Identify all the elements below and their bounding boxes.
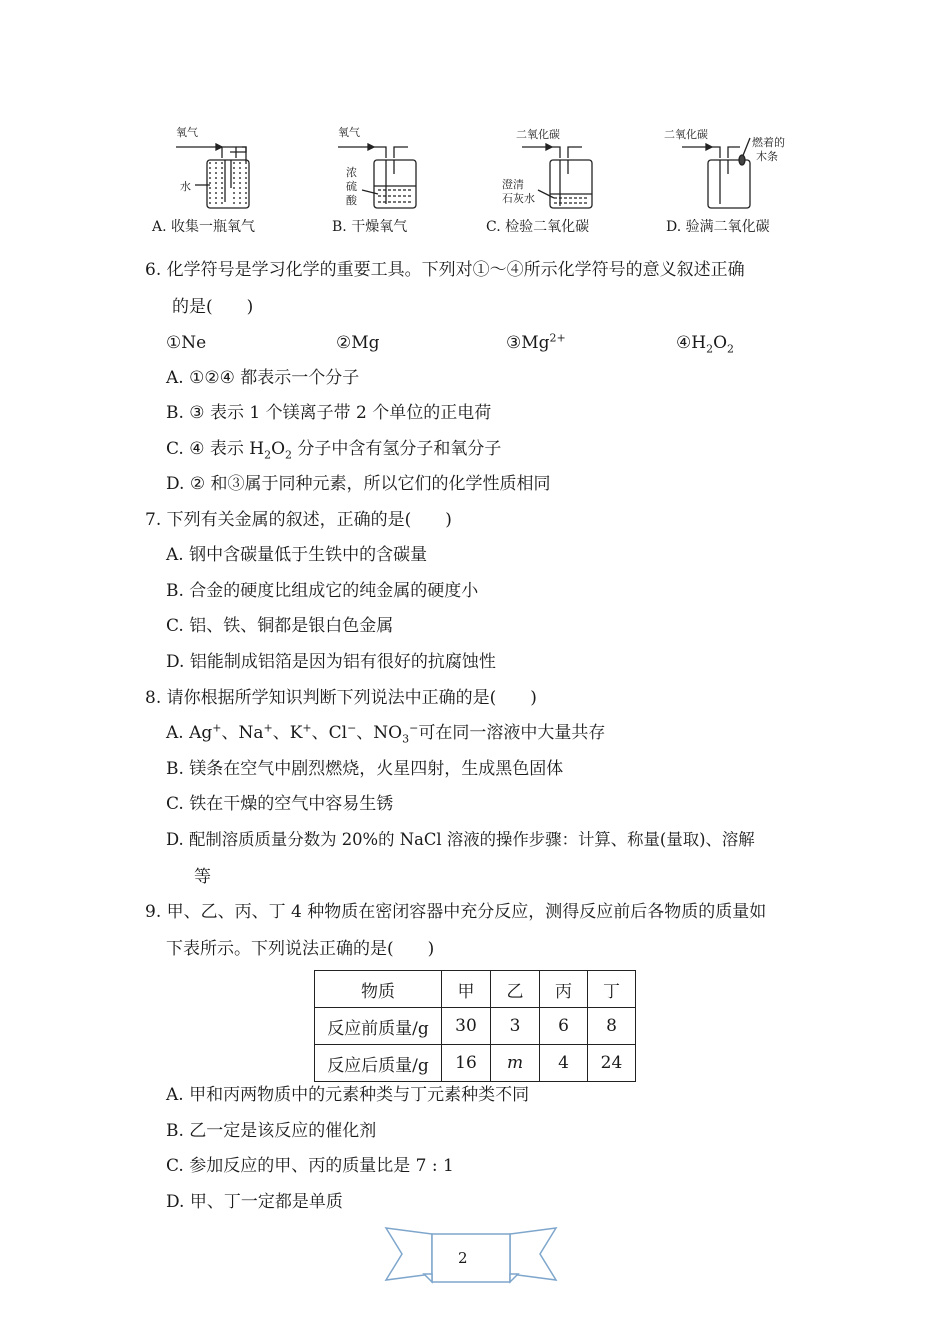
table-header-cell: 物质 bbox=[315, 971, 442, 1008]
q9-option-c: C. 参加反应的甲、丙的质量比是 7 : 1 bbox=[166, 1156, 454, 1176]
panel-b-side-label-2: 硫 bbox=[346, 180, 357, 193]
apparatus-figures bbox=[150, 118, 800, 218]
q7-stem: 7. 下列有关金属的叙述，正确的是( ) bbox=[145, 510, 452, 530]
panel-b-gas-label: 氧气 bbox=[338, 126, 360, 139]
table-cell: 3 bbox=[491, 1008, 540, 1045]
q6-option-a: A. ①②④ 都表示一个分子 bbox=[166, 368, 360, 388]
table-cell: 30 bbox=[442, 1008, 491, 1045]
table-cell: 16 bbox=[442, 1045, 491, 1082]
panel-a-side-label: 水 bbox=[180, 180, 191, 193]
q6-symbol-1: ①Ne bbox=[166, 333, 207, 353]
panel-d-side-label-1: 燃着的 bbox=[752, 136, 785, 149]
q8-option-b: B. 镁条在空气中剧烈燃烧，火星四射，生成黑色固体 bbox=[166, 759, 564, 779]
panel-d-side-label-2: 木条 bbox=[756, 150, 778, 163]
panel-a-gas-label: 氧气 bbox=[176, 126, 198, 139]
q6-stem-line2: 的是( ) bbox=[172, 297, 254, 317]
caption-a: A. 收集一瓶氧气 bbox=[152, 219, 256, 235]
panel-c-side-label-1: 澄清 bbox=[502, 178, 524, 191]
q9-option-d: D. 甲、丁一定都是单质 bbox=[166, 1192, 343, 1212]
q7-option-b: B. 合金的硬度比组成它的纯金属的硬度小 bbox=[166, 581, 479, 601]
panel-a-collect-oxygen bbox=[176, 144, 249, 208]
table-cell: 反应后质量/g bbox=[315, 1045, 442, 1082]
table-cell: 反应前质量/g bbox=[315, 1008, 442, 1045]
table-header-cell: 乙 bbox=[491, 971, 540, 1008]
table-header-row bbox=[315, 971, 636, 1008]
table-cell: 6 bbox=[540, 1008, 588, 1045]
page-ribbon bbox=[384, 1220, 558, 1288]
table-header-cell: 丙 bbox=[540, 971, 588, 1008]
q8-option-d-line1: D. 配制溶质质量分数为 20%的 NaCl 溶液的操作步骤：计算、称量(量取)、溶解 bbox=[166, 830, 755, 849]
q7-option-a: A. 钢中含碳量低于生铁中的含碳量 bbox=[166, 545, 428, 565]
panel-b-side-label-3: 酸 bbox=[346, 194, 357, 207]
table-header-cell: 甲 bbox=[442, 971, 491, 1008]
table-row bbox=[315, 1045, 636, 1082]
q6-option-c: C. ④ 表示 $H_2O_2$ 分子中含有氢分子和氧分子 bbox=[166, 439, 502, 462]
q9-option-b: B. 乙一定是该反应的催化剂 bbox=[166, 1121, 377, 1141]
caption-b: B. 干燥氧气 bbox=[332, 219, 408, 235]
table-header-cell: 丁 bbox=[588, 971, 636, 1008]
q8-option-a: A. Ag+、Na+、K+、Cl−、$NO_3^-$可在同一溶液中大量共存 bbox=[166, 721, 606, 746]
panel-c-side-label-2: 石灰水 bbox=[502, 192, 535, 205]
q6-symbol-3: $③Mg^{2+}$ bbox=[506, 331, 566, 353]
panel-d-check-co2-full bbox=[682, 138, 750, 208]
table-cell: 8 bbox=[588, 1008, 636, 1045]
panel-c-gas-label: 二氧化碳 bbox=[516, 128, 560, 141]
q6-symbol-2: ②Mg bbox=[336, 333, 380, 353]
q6-symbol-4: $④H_2O_2$ bbox=[676, 333, 735, 356]
page-number: 2 bbox=[458, 1249, 468, 1267]
table-cell: 4 bbox=[540, 1045, 588, 1082]
panel-b-side-label-1: 浓 bbox=[346, 166, 357, 179]
q8-option-d-line2: 等 bbox=[194, 867, 211, 887]
q9-stem-line2: 下表所示。下列说法正确的是( ) bbox=[166, 939, 435, 959]
panel-d-gas-label: 二氧化碳 bbox=[664, 128, 708, 141]
q9-stem-line1: 9. 甲、乙、丙、丁 4 种物质在密闭容器中充分反应，测得反应前后各物质的质量如 bbox=[145, 902, 767, 922]
q6-option-d: D. ② 和③属于同种元素，所以它们的化学性质相同 bbox=[166, 474, 551, 494]
table-row bbox=[315, 1008, 636, 1045]
table-cell: 24 bbox=[588, 1045, 636, 1082]
q7-option-d: D. 铝能制成铝箔是因为铝有很好的抗腐蚀性 bbox=[166, 652, 496, 672]
mass-table bbox=[314, 970, 636, 1082]
caption-d: D. 验满二氧化碳 bbox=[666, 219, 770, 235]
table-cell: m bbox=[491, 1045, 540, 1082]
q8-option-c: C. 铁在干燥的空气中容易生锈 bbox=[166, 794, 394, 814]
caption-c: C. 检验二氧化碳 bbox=[486, 219, 590, 235]
q6-stem-line1: 6. 化学符号是学习化学的重要工具。下列对①～④所示化学符号的意义叙述正确 bbox=[145, 260, 745, 280]
q8-stem: 8. 请你根据所学知识判断下列说法中正确的是( ) bbox=[145, 688, 537, 708]
q7-option-c: C. 铝、铁、铜都是银白色金属 bbox=[166, 616, 394, 636]
q9-option-a: A. 甲和丙两物质中的元素种类与丁元素种类不同 bbox=[166, 1085, 530, 1105]
q6-option-b: B. ③ 表示 1 个镁离子带 2 个单位的正电荷 bbox=[166, 403, 492, 423]
